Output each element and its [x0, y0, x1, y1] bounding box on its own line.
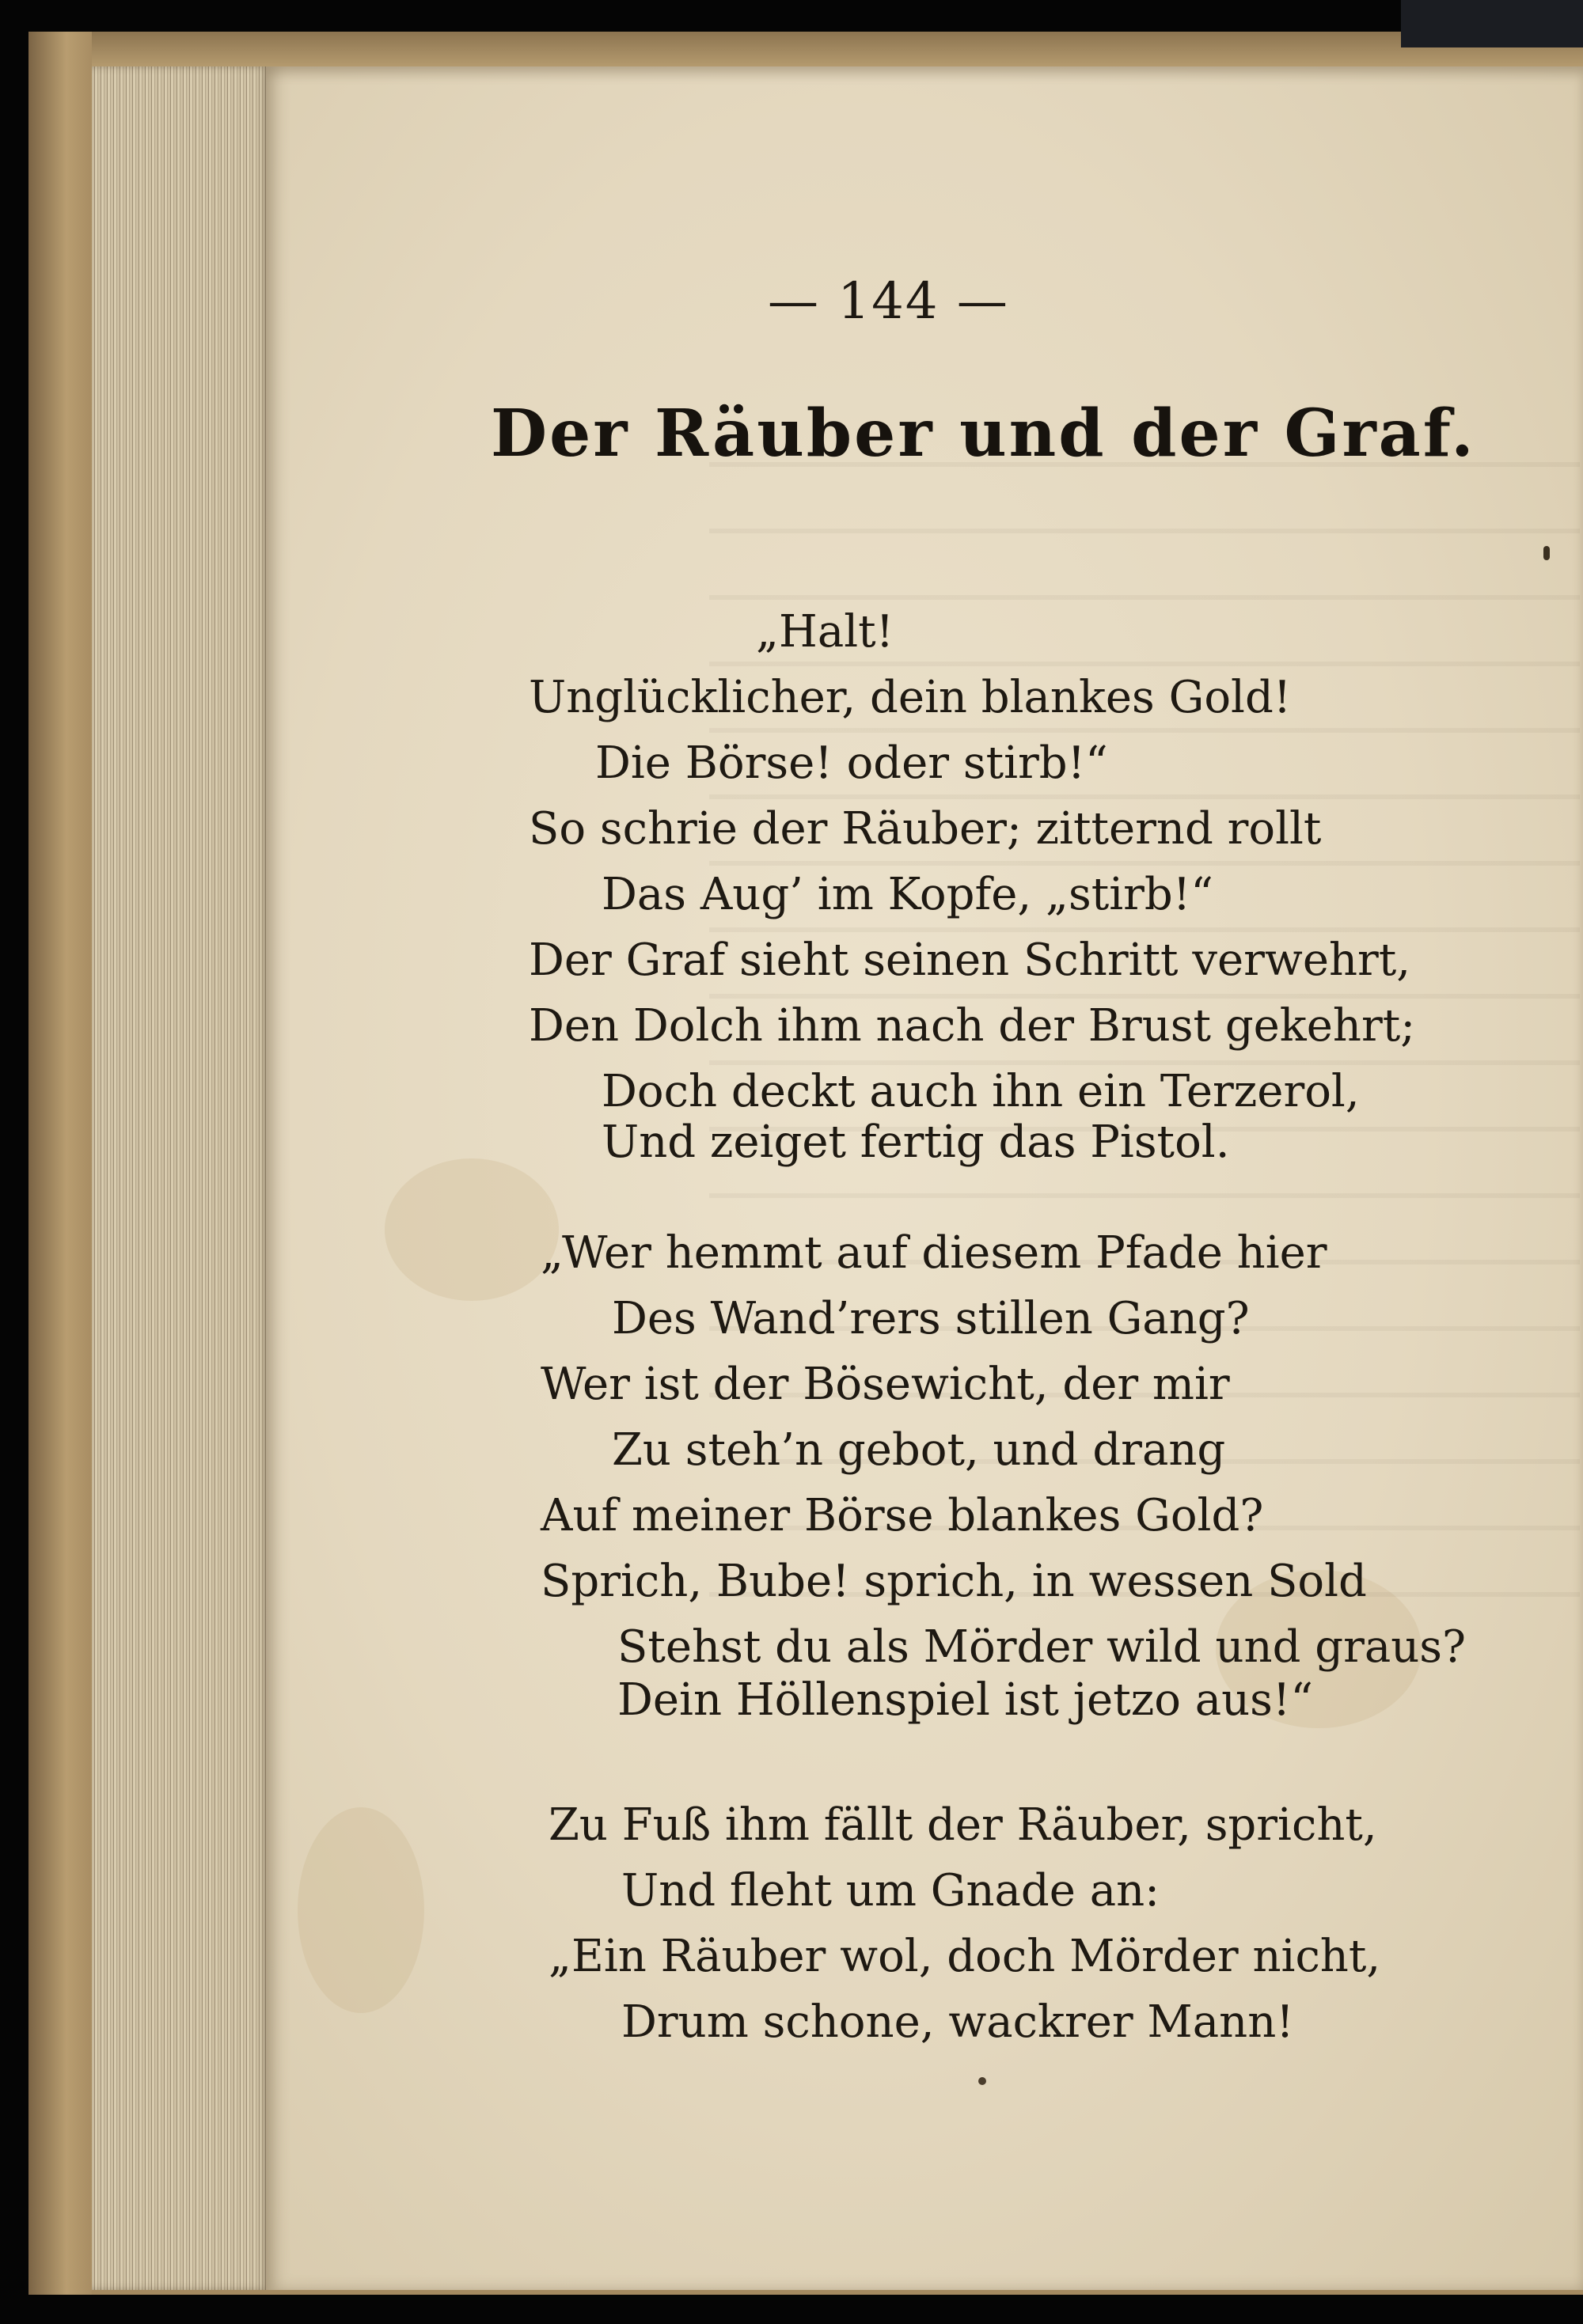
- poem-title: Der Räuber und der Graf.: [491, 396, 1476, 472]
- ink-speck: [1543, 546, 1550, 560]
- verse-line: So schrie der Räuber; zitternd rollt: [529, 803, 1322, 855]
- background-corner: [1401, 0, 1583, 47]
- verse-line: Und zeiget fertig das Pistol.: [602, 1117, 1230, 1168]
- page-edges: [92, 66, 269, 2290]
- book-cover-left-edge: [28, 32, 92, 2295]
- verse-line: Stehst du als Mörder wild und graus?: [617, 1621, 1467, 1673]
- verse-line: Zu steh’n gebot, und drang: [612, 1424, 1226, 1476]
- page-stain: [298, 1807, 424, 2013]
- verse-line: Den Dolch ihm nach der Brust gekehrt;: [529, 1000, 1416, 1052]
- verse-line: Die Börse! oder stirb!“: [595, 737, 1108, 789]
- verse-line: Drum schone, wackrer Mann!: [621, 1996, 1294, 2048]
- verse-line: Und fleht um Gnade an:: [621, 1865, 1160, 1916]
- verse-line: Doch deckt auch ihn ein Terzerol,: [602, 1066, 1360, 1117]
- verse-line: Das Aug’ im Kopfe, „stirb!“: [602, 869, 1213, 920]
- verse-line: „Ein Räuber wol, doch Mörder nicht,: [549, 1931, 1381, 1982]
- verse-line: Des Wand’rers stillen Gang?: [612, 1293, 1250, 1344]
- ink-speck: [978, 2077, 986, 2085]
- page-number: — 144 —: [768, 272, 1009, 331]
- verse-line: Auf meiner Börse blankes Gold?: [541, 1490, 1264, 1541]
- verse-line: „Wer hemmt auf diesem Pfade hier: [541, 1227, 1327, 1279]
- verse-line: Sprich, Bube! sprich, in wessen Sold: [541, 1556, 1367, 1607]
- page-stain: [385, 1158, 559, 1301]
- verse-line: Zu Fuß ihm fällt der Räuber, spricht,: [549, 1799, 1377, 1851]
- verse-line: Der Graf sieht seinen Schritt verwehrt,: [529, 935, 1411, 986]
- verse-line: Dein Höllenspiel ist jetzo aus!“: [617, 1674, 1314, 1726]
- verse-line: „Halt!: [756, 606, 894, 658]
- verse-line: Wer ist der Bösewicht, der mir: [541, 1359, 1230, 1410]
- book-cover-top-edge: [28, 32, 1583, 66]
- verse-line: Unglücklicher, dein blankes Gold!: [529, 672, 1292, 723]
